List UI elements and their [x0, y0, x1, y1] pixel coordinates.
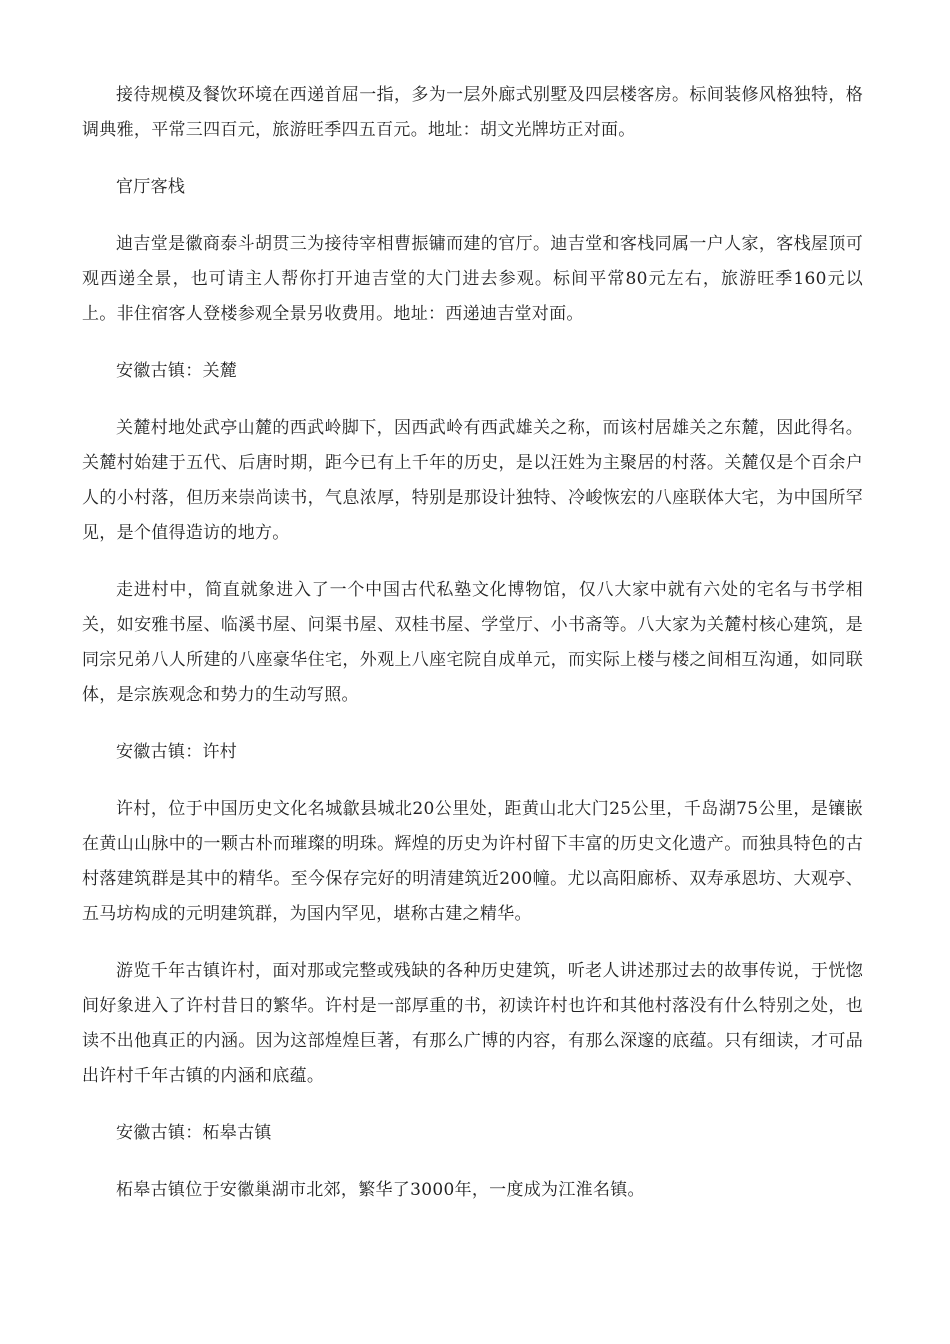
paragraph-xidi-hotel-description: 接待规模及餐饮环境在西递首屈一指，多为一层外廊式别墅及四层楼客房。标间装修风格独特，格调典雅，平常三四百元，旅游旺季四五百元。地址：胡文光牌坊正对面。	[82, 85, 863, 140]
paragraph-guanlu-residences: 走进村中，简直就象进入了一个中国古代私塾文化博物馆，仅八大家中就有六处的宅名与书学相关，如安雅书屋、临溪书屋、问渠书屋、双桂书屋、学堂厅、小书斋等。八大家为关麓村核心建筑，是同宗兄弟八人所建的八座豪华住宅，外观上八座宅院自成单元，而实际上楼与楼之间相互沟通，如同联体，是宗族观念和势力的生动写照。	[82, 580, 863, 705]
paragraph-xucun-intro: 许村，位于中国历史文化名城歙县城北20公里处，距黄山北大门25公里，千岛湖75公里，是镶嵌在黄山山脉中的一颗古朴而璀璨的明珠。辉煌的历史为许村留下丰富的历史文化遗产。而独具特色的古村落建筑群是其中的精华。至今保存完好的明清建筑近200幢。尤以高阳廊桥、双寿承恩坊、大观亭、五马坊构成的元明建筑群，为国内罕见，堪称古建之精华。	[82, 799, 863, 924]
document-body	[82, 78, 863, 1230]
paragraph-guanlu-intro: 关麓村地处武亭山麓的西武岭脚下，因西武岭有西武雄关之称，而该村居雄关之东麓，因此得名。关麓村始建于五代、后唐时期，距今已有上千年的历史，是以汪姓为主聚居的村落。关麓仅是个百余户人的小村落，但历来崇尚读书，气息浓厚，特别是那设计独特、冷峻恢宏的八座联体大宅，为中国所罕见，是个值得造访的地方。	[82, 418, 863, 543]
paragraph-xucun-tour: 游览千年古镇许村，面对那或完整或残缺的各种历史建筑，听老人讲述那过去的故事传说，于恍惚间好象进入了许村昔日的繁华。许村是一部厚重的书，初读许村也许和其他村落没有什么特别之处，也读不出他真正的内涵。因为这部煌煌巨著，有那么广博的内容，有那么深邃的底蕴。只有细读，才可品出许村千年古镇的内涵和底蕴。	[82, 961, 863, 1086]
heading-guanlu: 安徽古镇：关麓	[116, 361, 238, 381]
heading-zhegao: 安徽古镇：柘皋古镇	[116, 1123, 272, 1143]
paragraph-zhegao-intro: 柘皋古镇位于安徽巢湖市北郊，繁华了3000年，一度成为江淮名镇。	[116, 1180, 645, 1200]
heading-xucun: 安徽古镇：许村	[116, 742, 238, 762]
paragraph-guanting-inn: 迪吉堂是徽商泰斗胡贯三为接待宰相曹振镛而建的官厅。迪吉堂和客栈同属一户人家，客栈屋顶可观西递全景，也可请主人帮你打开迪吉堂的大门进去参观。标间平常80元左右，旅游旺季160元以上。非住宿客人登楼参观全景另收费用。地址：西递迪吉堂对面。	[82, 234, 863, 324]
heading-guanting-inn: 官厅客栈	[116, 177, 186, 197]
